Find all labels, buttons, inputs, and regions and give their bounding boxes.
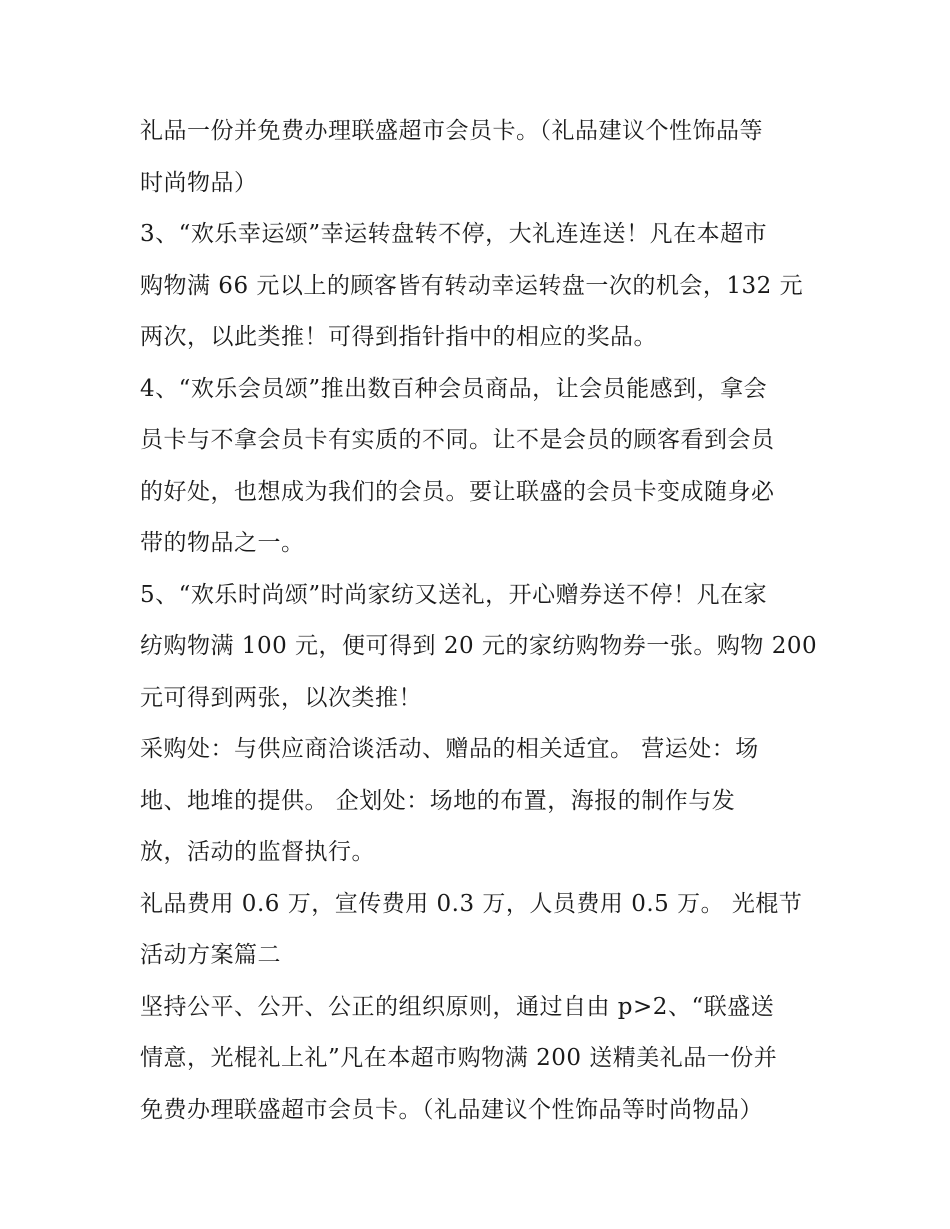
text-line: 购物满 66 元以上的顾客皆有转动幸运转盘一次的机会，132 元: [140, 272, 804, 299]
text-line: 的好处，也想成为我们的会员。要让联盛的会员卡变成随身必: [140, 478, 775, 505]
text-line: 免费办理联盛超市会员卡。（礼品建议个性饰品等时尚物品）: [140, 1096, 763, 1123]
text-line: 4、“欢乐会员颂”推出数百种会员商品，让会员能感到，拿会: [140, 375, 768, 402]
text-line: 3、“欢乐幸运颂”幸运转盘转不停，大礼连连送！凡在本超市: [140, 221, 768, 247]
text-line: 两次，以此类推！可得到指针指中的相应的奖品。: [140, 324, 657, 350]
text-line: 带的物品之一。: [140, 530, 305, 556]
text-line: 5、“欢乐时尚颂”时尚家纺又送礼，开心赠券送不停！凡在家: [140, 581, 768, 608]
text-line: 活动方案篇二: [140, 942, 281, 968]
text-line: 时尚物品）: [140, 169, 258, 196]
text-line: 纺购物满 100 元，便可得到 20 元的家纺购物券一张。购物 200: [140, 633, 818, 659]
text-line: 放，活动的监督执行。: [140, 839, 375, 865]
text-line: 礼品费用 0.6 万，宣传费用 0.3 万，人员费用 0.5 万。 光棍节: [140, 890, 803, 917]
text-line: 元可得到两张，以次类推！: [140, 684, 422, 711]
text-line: 地、地堆的提供。 企划处：场地的布置，海报的制作与发: [140, 787, 736, 814]
text-line: 员卡与不拿会员卡有实质的不同。让不是会员的顾客看到会员: [140, 427, 775, 453]
document-body: [140, 106, 820, 1136]
text-line: 采购处：与供应商洽谈活动、赠品的相关适宜。 营运处：场: [140, 736, 759, 762]
text-line: 礼品一份并免费办理联盛超市会员卡。（礼品建议个性饰品等: [140, 118, 763, 144]
text-line: 坚持公平、公开、公正的组织原则，通过自由 p>2、“联盛送: [140, 993, 775, 1020]
text-line: 情意，光棍礼上礼”凡在本超市购物满 200 送精美礼品一份并: [140, 1045, 778, 1071]
